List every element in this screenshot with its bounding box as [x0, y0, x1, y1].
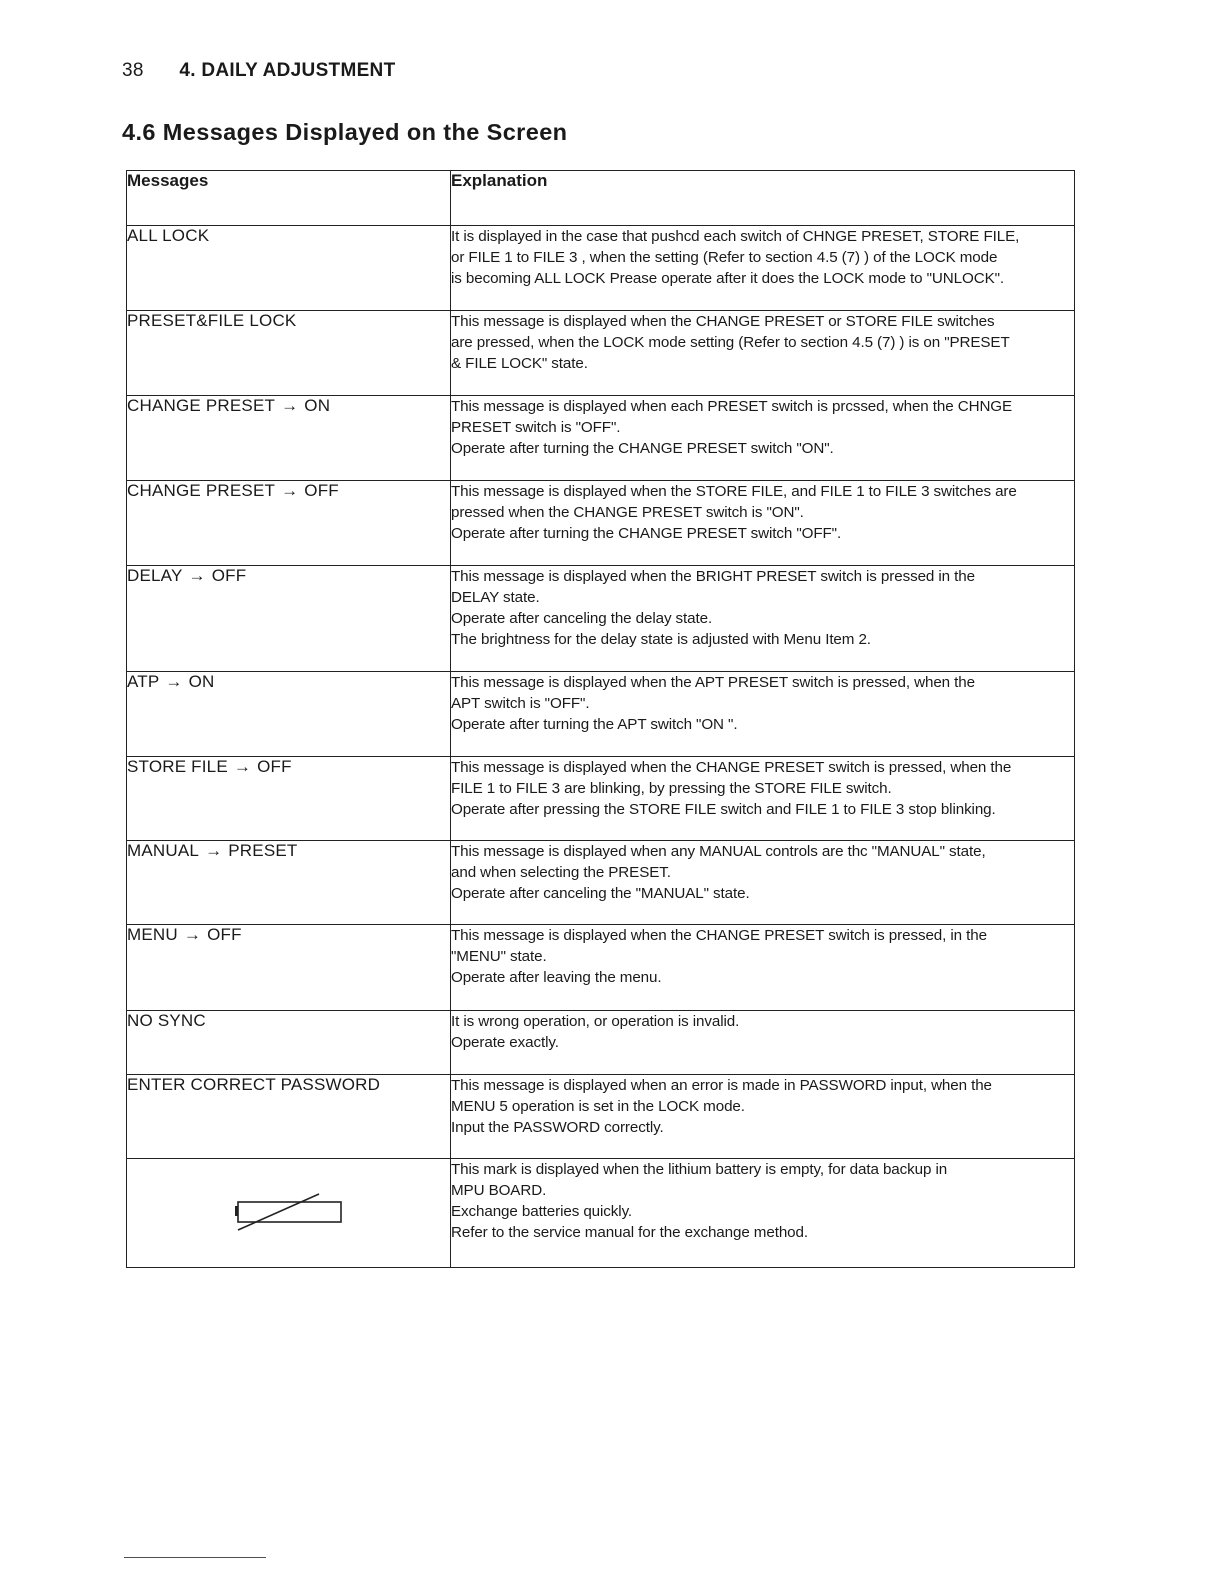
explanation-line: MENU 5 operation is set in the LOCK mode. [451, 1098, 745, 1115]
explanation-line: It is displayed in the case that pushcd each switch of CHNGE PRESET, STORE FILE, [451, 228, 1020, 245]
explanation-line: Exchange batteries quickly. [451, 1203, 633, 1220]
battery-empty-icon [233, 1193, 345, 1233]
explanation-line: Operate exactly. [451, 1034, 559, 1051]
message-target-state: OFF [207, 925, 242, 944]
table-row [127, 396, 1075, 481]
message-text: MENU [127, 925, 178, 944]
explanation-cell [451, 757, 1075, 841]
explanation-line: This message is displayed when the CHANGE PRESET switch is pressed, when the [451, 759, 1012, 776]
chapter-title: 4. DAILY ADJUSTMENT [179, 60, 396, 81]
arrow-right-icon: → [281, 481, 299, 500]
explanation-line: This message is displayed when the CHANGE PRESET switch is pressed, in the [451, 927, 987, 944]
message-cell [127, 311, 451, 396]
arrow-right-icon: → [183, 925, 202, 944]
explanation-cell [451, 1159, 1075, 1268]
explanation-line: This message is displayed when the CHANGE PRESET or STORE FILE switches [451, 313, 995, 330]
explanation-line: is becoming ALL LOCK Prease operate after it does the LOCK mode to "UNLOCK". [451, 270, 1005, 287]
explanation-line: MPU BOARD. [451, 1182, 547, 1199]
explanation-cell [451, 226, 1075, 311]
message-target-state: ON [188, 672, 215, 691]
explanation-line: Operate after pressing the STORE FILE switch and FILE 1 to FILE 3 stop blinking. [451, 801, 996, 818]
page-number: 38 [122, 60, 144, 81]
table-row [127, 566, 1075, 672]
table-row [127, 672, 1075, 757]
message-cell [127, 481, 451, 566]
explanation-line: This message is displayed when an error is made in PASSWORD input, when the [451, 1077, 992, 1094]
message-cell [127, 925, 451, 1011]
table-row [127, 226, 1075, 311]
table-header-row [127, 171, 1075, 226]
message-cell [127, 226, 451, 311]
explanation-line: are pressed, when the LOCK mode setting (Refer to section 4.5 (7) ) is on "PRESET [451, 334, 1010, 351]
explanation-cell [451, 396, 1075, 481]
explanation-line: Input the PASSWORD correctly. [451, 1119, 664, 1136]
message-cell [127, 566, 451, 672]
explanation-line: It is wrong operation, or operation is invalid. [451, 1013, 740, 1030]
message-text: CHANGE PRESET [127, 481, 276, 500]
explanation-cell [451, 1011, 1075, 1075]
table-row [127, 1011, 1075, 1075]
message-text: PRESET&FILE LOCK [127, 311, 297, 330]
explanation-line: and when selecting the PRESET. [451, 864, 671, 881]
explanation-line: DELAY state. [451, 589, 540, 606]
message-target-state: OFF [211, 566, 247, 585]
message-cell [127, 1075, 451, 1159]
explanation-cell [451, 672, 1075, 757]
table-row [127, 311, 1075, 396]
explanation-line: This message is displayed when any MANUAL controls are thc "MANUAL" state, [451, 843, 986, 860]
explanation-cell [451, 311, 1075, 396]
explanation-line: PRESET switch is "OFF". [451, 419, 621, 436]
message-cell [127, 841, 451, 925]
explanation-cell [451, 925, 1075, 1011]
explanation-line: Operate after leaving the menu. [451, 969, 662, 986]
arrow-right-icon: → [188, 566, 206, 585]
explanation-line: Operate after turning the CHANGE PRESET switch "ON". [451, 440, 834, 457]
explanation-line: Operate after canceling the "MANUAL" state. [451, 885, 750, 902]
arrow-right-icon: → [281, 396, 299, 415]
message-target-state: OFF [304, 481, 339, 500]
footnote-rule [124, 1557, 266, 1558]
explanation-line: Operate after turning the CHANGE PRESET switch "OFF". [451, 525, 842, 542]
explanation-line: "MENU" state. [451, 948, 547, 965]
explanation-line: Refer to the service manual for the exchange method. [451, 1224, 808, 1241]
explanation-cell [451, 841, 1075, 925]
message-cell [127, 396, 451, 481]
explanation-line: FILE 1 to FILE 3 are blinking, by pressing the STORE FILE switch. [451, 780, 892, 797]
table-body [127, 226, 1075, 1268]
explanation-line: Operate after turning the APT switch "ON ". [451, 716, 738, 733]
explanation-line: & FILE LOCK" state. [451, 355, 588, 372]
message-text: CHANGE PRESET [127, 396, 276, 415]
table-row [127, 841, 1075, 925]
explanation-line: This message is displayed when the BRIGHT PRESET switch is pressed in the [451, 568, 975, 585]
running-head [122, 60, 395, 82]
explanation-line: APT switch is "OFF". [451, 695, 590, 712]
arrow-right-icon: → [165, 672, 183, 691]
column-header-messages: Messages [127, 171, 451, 226]
message-text: STORE FILE [127, 757, 228, 776]
message-cell [127, 1011, 451, 1075]
column-header-explanation: Explanation [451, 171, 1075, 226]
message-text: ALL LOCK [127, 226, 210, 245]
message-cell [127, 1159, 451, 1268]
message-text: DELAY [127, 566, 183, 585]
explanation-line: or FILE 1 to FILE 3 , when the setting (Refer to section 4.5 (7) ) of the LOCK mode [451, 249, 998, 266]
explanation-line: This message is displayed when each PRESET switch is prcssed, when the CHNGE [451, 398, 1013, 415]
message-text: MANUAL [127, 841, 200, 860]
message-target-state: OFF [257, 757, 292, 776]
explanation-line: This message is displayed when the STORE FILE, and FILE 1 to FILE 3 switches are [451, 483, 1017, 500]
table-row [127, 757, 1075, 841]
section-title: 4.6 Messages Displayed on the Screen [122, 119, 568, 145]
explanation-line: pressed when the CHANGE PRESET switch is "ON". [451, 504, 804, 521]
message-cell [127, 672, 451, 757]
message-target-state: ON [304, 396, 331, 415]
table-row [127, 1159, 1075, 1268]
message-text: ATP [127, 672, 160, 691]
message-cell [127, 757, 451, 841]
message-target-state: PRESET [228, 841, 298, 860]
messages-table [126, 170, 1075, 1268]
explanation-line: This mark is displayed when the lithium battery is empty, for data backup in [451, 1161, 948, 1178]
message-text: ENTER CORRECT PASSWORD [127, 1075, 381, 1094]
message-text: NO SYNC [127, 1011, 206, 1030]
explanation-cell [451, 1075, 1075, 1159]
explanation-cell [451, 481, 1075, 566]
explanation-cell [451, 566, 1075, 672]
arrow-right-icon: → [205, 841, 223, 860]
explanation-line: The brightness for the delay state is adjusted with Menu Item 2. [451, 631, 871, 648]
table-row [127, 925, 1075, 1011]
table-row [127, 481, 1075, 566]
explanation-line: This message is displayed when the APT PRESET switch is pressed, when the [451, 674, 975, 691]
table-row [127, 1075, 1075, 1159]
explanation-line: Operate after canceling the delay state. [451, 610, 713, 627]
arrow-right-icon: → [233, 757, 252, 776]
